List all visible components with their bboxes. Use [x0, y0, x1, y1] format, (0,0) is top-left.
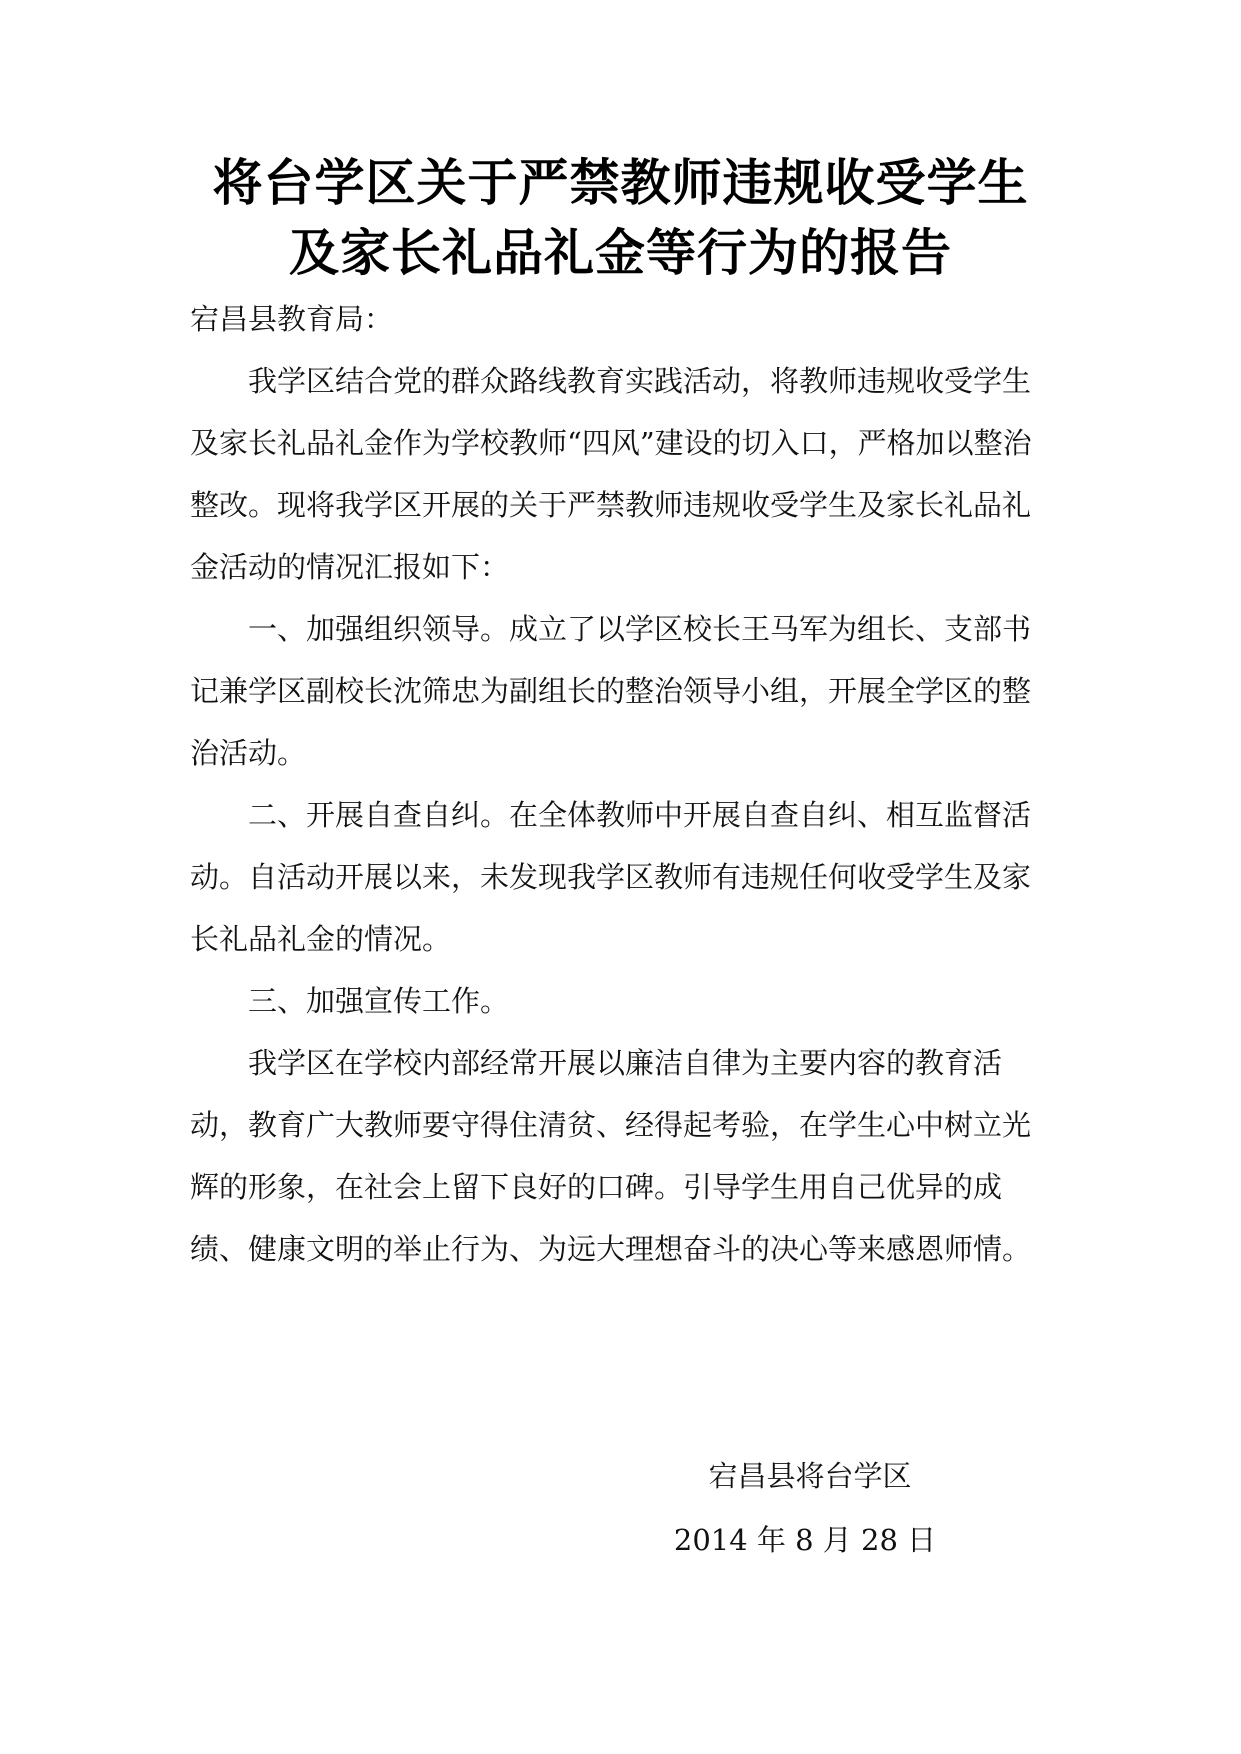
signature-date: 2014 年 8 月 28 日 — [673, 1523, 937, 1557]
addressee: 宕昌县教育局： — [190, 302, 394, 336]
paragraph-section-3-heading: 三、加强宣传工作。 — [248, 984, 510, 1018]
paragraph-section-3-body: 我学区在学校内部经常开展以廉洁自律为主要内容的教育活动，教育广大教师要守得住清贫、经得起考验，在学生心中树立光辉的形象，在社会上留下良好的口碑。引导学生用自己优异的成绩、健康文明的举止行为、为远大理想奋斗的决心等来感恩师情。 — [190, 1046, 1032, 1266]
paragraph-section-2: 二、开展自查自纠。在全体教师中开展自查自纠、相互监督活动。自活动开展以来，未发现我学区教师有违规任何收受学生及家长礼品礼金的情况。 — [190, 798, 1032, 956]
document-title-line2: 及家长礼品礼金等行为的报告 — [289, 224, 952, 282]
paragraph-section-1: 一、加强组织领导。成立了以学区校长王马军为组长、支部书记兼学区副校长沈筛忠为副组长的整治领导小组，开展全学区的整治活动。 — [190, 612, 1032, 770]
signature-organization: 宕昌县将台学区 — [708, 1459, 912, 1493]
document-title-line1: 将台学区关于严禁教师违规收受学生 — [212, 154, 1029, 212]
paragraph-intro: 我学区结合党的群众路线教育实践活动，将教师违规收受学生及家长礼品礼金作为学校教师“四风”建设的切入口，严格加以整治整改。现将我学区开展的关于严禁教师违规收受学生及家长礼品礼金活动的情况汇报如下： — [190, 364, 1032, 584]
